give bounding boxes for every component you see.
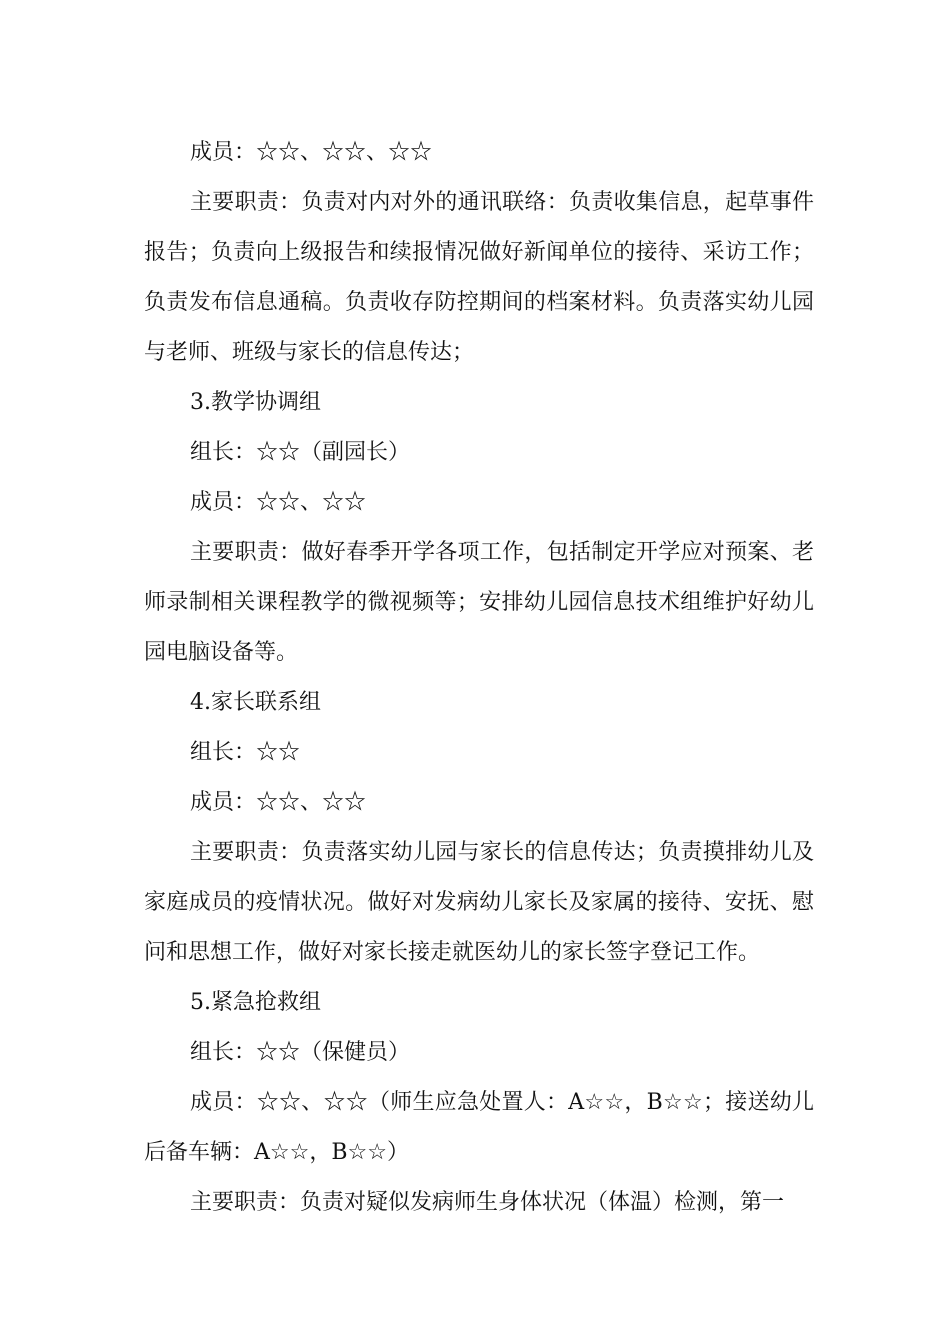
section-heading-emergency: 5.紧急抢救组 [190,990,321,1015]
paragraph-duties-1: 主要职责：负责对内对外的通讯联络：负责收集信息，起草事件报告；负责向上级报告和续报情况做好新闻单位的接待、采访工作；负责发布信息通稿。负责收存防控期间的档案材料。负责落实幼儿园与老师、班级与家长的信息传达； [144,190,814,365]
paragraph-duties-parents: 主要职责：负责落实幼儿园与家长的信息传达；负责摸排幼儿及家庭成员的疫情状况。做好对发病幼儿家长及家属的接待、安抚、慰问和思想工作，做好对家长接走就医幼儿的家长签字登记工作。 [144,840,814,965]
section-heading-parents: 4.家长联系组 [190,690,321,715]
paragraph-members-1: 成员：☆☆、☆☆、☆☆ [190,140,433,165]
paragraph-leader-teaching: 组长：☆☆（副园长） [190,440,411,465]
section-heading-teaching: 3.教学协调组 [190,390,321,415]
document-body [144,128,814,1228]
paragraph-duties-teaching: 主要职责：做好春季开学各项工作，包括制定开学应对预案、老师录制相关课程教学的微视频等；安排幼儿园信息技术组维护好幼儿园电脑设备等。 [144,540,814,665]
paragraph-members-teaching: 成员：☆☆、☆☆ [190,490,367,515]
paragraph-members-parents: 成员：☆☆、☆☆ [190,790,367,815]
paragraph-duties-emergency: 主要职责：负责对疑似发病师生身体状况（体温）检测，第一 [190,1190,785,1215]
paragraph-leader-emergency: 组长：☆☆（保健员） [190,1040,411,1065]
paragraph-leader-parents: 组长：☆☆ [190,740,301,765]
paragraph-members-emergency: 成员：☆☆、☆☆（师生应急处置人：A☆☆，B☆☆；接送幼儿后备车辆：A☆☆，B☆☆） [144,1090,814,1165]
